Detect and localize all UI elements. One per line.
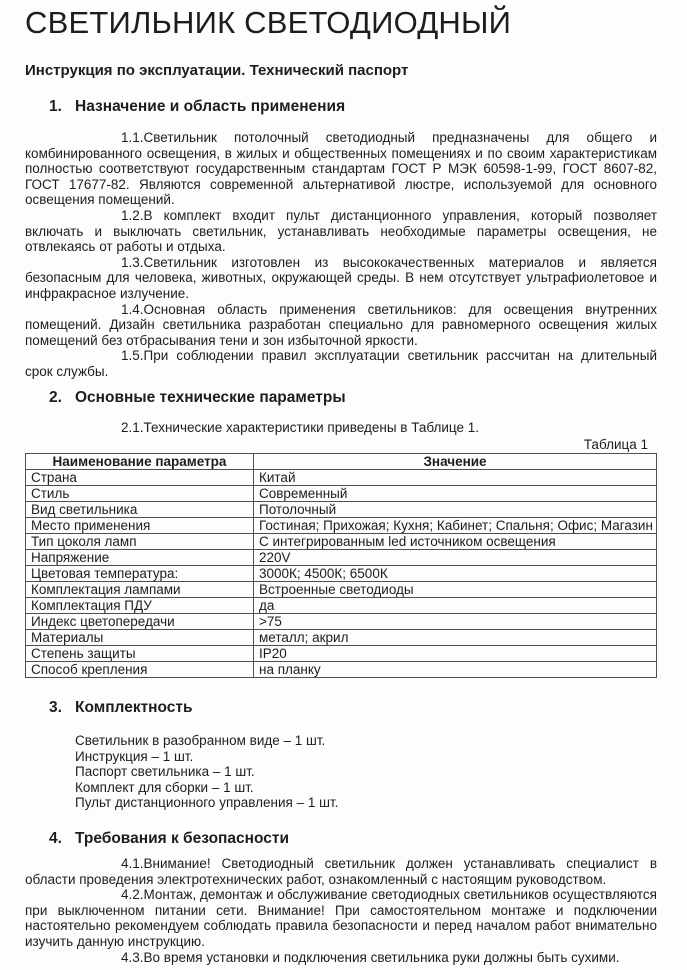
value-cell: 3000К; 4500К; 6500К — [254, 566, 657, 582]
value-cell: Потолочный — [254, 502, 657, 518]
paragraph-4-2-number: 4.2. — [121, 887, 144, 903]
section-3-heading — [25, 698, 657, 717]
section-3-number: 3. — [49, 699, 62, 717]
value-cell: Встроенные светодиоды — [254, 582, 657, 598]
list-item: Светильник в разобранном виде – 1 шт. — [75, 733, 326, 749]
paragraph-4-2 — [25, 887, 657, 949]
paragraph-1-1-text: Светильник потолочный светодиодный предназначены для общего и комбинированного освещения, в жилых и общественных помещениях и по своим характеристикам полностью соответствуют государственным стандартам ГОСТ Р МЭК 60598-1-99, ГОСТ 8607-82, ГОСТ 17677-82. Являются современной альтернативой люстре, используемой для основного освещения помещений. — [25, 130, 657, 208]
section-1-title: Назначение и область применения — [75, 98, 346, 115]
paragraph-2-1-number: 2.1. — [121, 419, 144, 435]
value-cell: С интегрированным led источником освещения — [254, 534, 657, 550]
section-2-title: Основные технические параметры — [75, 388, 346, 406]
paragraph-1-5-text: При соблюдении правил эксплуатации светильник рассчитан на длительный срок службы. — [25, 348, 657, 379]
table-row — [26, 614, 657, 630]
tech-specs-table — [25, 453, 657, 678]
page-title: СВЕТИЛЬНИК СВЕТОДИОДНЫЙ — [25, 5, 512, 40]
paragraph-1-3-number: 1.3. — [121, 254, 144, 270]
list-item: Инструкция – 1 шт. — [75, 748, 194, 764]
value-cell: >75 — [254, 614, 657, 630]
paragraph-1-1 — [25, 130, 657, 208]
table-row — [26, 662, 657, 678]
paragraph-1-4-text: Основная область применения светильников: для освещения внутренних помещений. Дизайн светильника разработан специально для равномерного освещения жилых помещений без отбрасывания тени и зон избыточной яркости. — [25, 301, 657, 348]
param-cell: Напряжение — [26, 550, 254, 566]
list-item: Комплект для сборки – 1 шт. — [75, 779, 254, 795]
table-row — [26, 566, 657, 582]
param-cell: Цветовая температура: — [26, 566, 254, 582]
table-caption: Таблица 1 — [583, 437, 648, 453]
package-contents-list — [25, 733, 657, 811]
table-header-value: Значение — [254, 454, 657, 470]
paragraph-4-2-text: Монтаж, демонтаж и обслуживание светодиодных светильников осуществляются при выключенном питании сети. Внимание! При самостоятельном монтаже и подключении настоятельно рекомендуем соблюдать правила безопасности и перед началом работ внимательно изучить данную инструкцию. — [25, 887, 657, 950]
paragraph-4-3-number: 4.3. — [121, 949, 144, 965]
param-cell: Вид светильника — [26, 502, 254, 518]
table-header-parameter: Наименование параметра — [26, 454, 254, 470]
paragraph-2-1 — [25, 420, 657, 436]
section-1-heading — [25, 97, 657, 116]
table-row — [26, 470, 657, 486]
param-cell: Индекс цветопередачи — [26, 614, 254, 630]
table-row — [26, 630, 657, 646]
section-2-number: 2. — [49, 388, 62, 406]
table-row — [26, 486, 657, 502]
section-2-heading — [25, 388, 657, 407]
value-cell: Китай — [254, 470, 657, 486]
value-cell: Современный — [254, 486, 657, 502]
paragraph-1-2 — [25, 208, 657, 255]
paragraph-4-1-number: 4.1. — [121, 856, 144, 872]
section-4-heading — [25, 829, 657, 848]
paragraph-1-3-text: Светильник изготовлен из высококачественных материалов и является безопасным для человека, животных, окружающей среды. В нем отсутствует ультрафиолетовое и инфракрасное излучение. — [25, 254, 657, 301]
paragraph-1-5 — [25, 348, 657, 379]
table-row — [26, 534, 657, 550]
param-cell: Страна — [26, 470, 254, 486]
paragraph-4-1 — [25, 856, 657, 887]
paragraph-2-1-text: Технические характеристики приведены в Таблице 1. — [143, 419, 480, 435]
param-cell: Степень защиты — [26, 646, 254, 662]
table-row — [26, 518, 657, 534]
paragraph-4-3 — [25, 950, 657, 966]
value-cell: IP20 — [254, 646, 657, 662]
paragraph-1-4-number: 1.4. — [121, 301, 144, 317]
paragraph-4-1-text: Внимание! Светодиодный светильник должен устанавливать специалист в области проведения электротехнических работ, ознакомленный с настоящим руководством. — [25, 856, 657, 887]
param-cell: Материалы — [26, 630, 254, 646]
section-3-title: Комплектность — [75, 699, 193, 717]
section-4-number: 4. — [49, 830, 62, 848]
table-row — [26, 598, 657, 614]
section-4-title: Требования к безопасности — [75, 830, 290, 848]
param-cell: Комплектация лампами — [26, 582, 254, 598]
table-header-row — [26, 454, 657, 470]
list-item: Пульт дистанционного управления – 1 шт. — [75, 795, 339, 811]
paragraph-1-2-text: В комплект входит пульт дистанционного управления, который позволяет включать и выключать светильник, устанавливать необходимые параметры освещения, не отвлекаясь от работы и отдыха. — [25, 207, 657, 255]
section-1-number: 1. — [49, 98, 62, 115]
value-cell: Гостиная; Прихожая; Кухня; Кабинет; Спальня; Офис; Магазин — [254, 518, 657, 534]
doc-subtitle: Инструкция по эксплуатации. Технический паспорт — [25, 62, 409, 79]
table-row — [26, 582, 657, 598]
param-cell: Стиль — [26, 486, 254, 502]
value-cell: металл; акрил — [254, 630, 657, 646]
param-cell: Комплектация ПДУ — [26, 598, 254, 614]
paragraph-1-4 — [25, 302, 657, 349]
table-row — [26, 550, 657, 566]
param-cell: Способ крепления — [26, 662, 254, 678]
param-cell: Тип цоколя ламп — [26, 534, 254, 550]
paragraph-4-3-text: Во время установки и подключения светильника руки должны быть сухими. — [143, 949, 620, 965]
param-cell: Место применения — [26, 518, 254, 534]
paragraph-1-2-number: 1.2. — [121, 207, 144, 223]
table-row — [26, 646, 657, 662]
paragraph-1-5-number: 1.5. — [121, 348, 144, 364]
paragraph-1-1-number: 1.1. — [121, 130, 144, 145]
value-cell: 220V — [254, 550, 657, 566]
list-item: Паспорт светильника – 1 шт. — [75, 764, 255, 780]
paragraph-1-3 — [25, 255, 657, 302]
value-cell: да — [254, 598, 657, 614]
table-row — [26, 502, 657, 518]
value-cell: на планку — [254, 662, 657, 678]
